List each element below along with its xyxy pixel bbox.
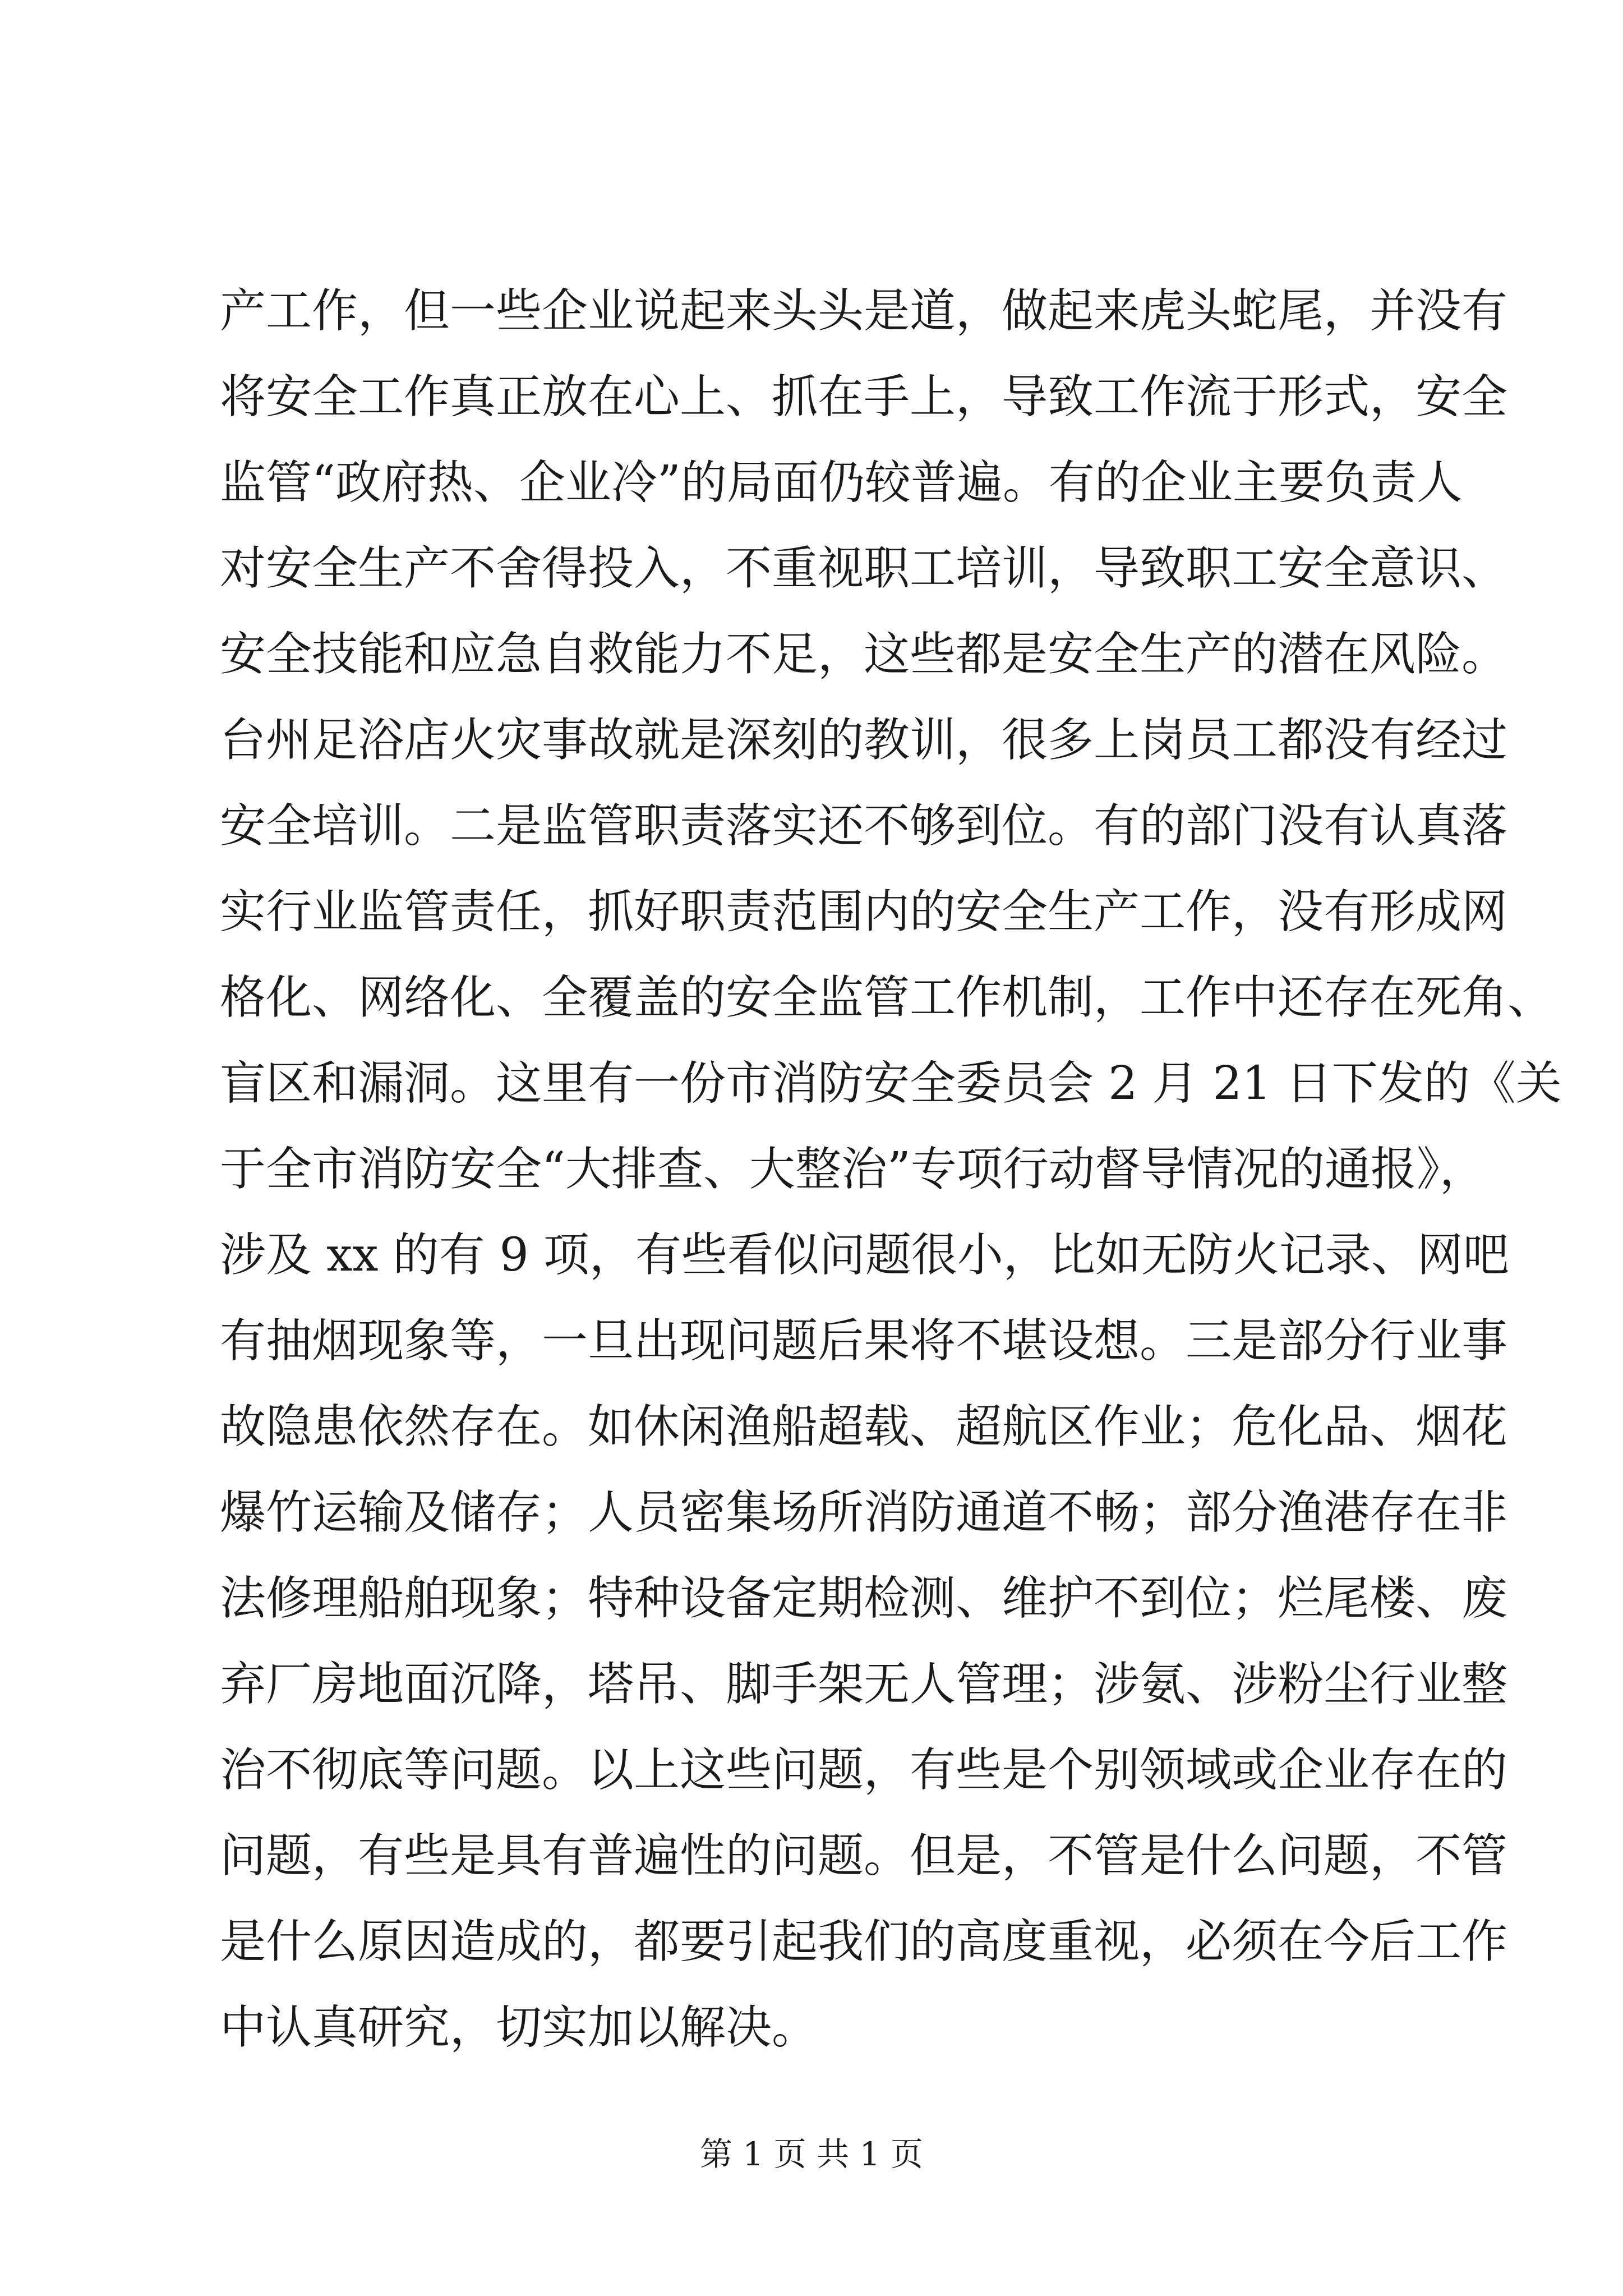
text-line: 监管“政府热、企业冷”的局面仍较普遍。有的企业主要负责人 <box>220 456 1463 509</box>
page-footer <box>0 2132 1623 2177</box>
text-line: 安全技能和应急自救能力不足，这些都是安全生产的潜在风险。 <box>220 628 1508 681</box>
text-line: 盲区和漏洞。这里有一份市消防安全委员会 2 月 21 日下发的《关 <box>220 1057 1562 1110</box>
text-line: 法修理船舶现象；特种设备定期检测、维护不到位；烂尾楼、废 <box>220 1572 1508 1625</box>
text-line: 实行业监管责任，抓好职责范围内的安全生产工作，没有形成网 <box>220 885 1508 938</box>
text-line: 格化、网络化、全覆盖的安全监管工作机制，工作中还存在死角、 <box>220 971 1554 1024</box>
text-line: 爆竹运输及储存；人员密集场所消防通道不畅；部分渔港存在非 <box>220 1486 1508 1539</box>
text-line: 将安全工作真正放在心上、抓在手上，导致工作流于形式，安全 <box>220 370 1508 424</box>
text-line: 故隐患依然存在。如休闲渔船超载、超航区作业；危化品、烟花 <box>220 1400 1508 1453</box>
text-line: 是什么原因造成的，都要引起我们的高度重视，必须在今后工作 <box>220 1915 1508 1968</box>
text-line: 弃厂房地面沉降，塔吊、脚手架无人管理；涉氨、涉粉尘行业整 <box>220 1658 1508 1711</box>
page-number-label: 第 1 页 共 1 页 <box>700 2135 923 2173</box>
text-line: 问题，有些是具有普遍性的问题。但是，不管是什么问题，不管 <box>220 1829 1508 1883</box>
text-line: 产工作，但一些企业说起来头头是道，做起来虎头蛇尾，并没有 <box>220 284 1508 338</box>
text-line: 治不彻底等问题。以上这些问题，有些是个别领域或企业存在的 <box>220 1743 1508 1797</box>
text-line: 于全市消防安全“大排查、大整治”专项行动督导情况的通报》， <box>220 1143 1486 1196</box>
text-line: 安全培训。二是监管职责落实还不够到位。有的部门没有认真落 <box>220 799 1508 853</box>
text-line: 台州足浴店火灾事故就是深刻的教训，很多上岗员工都没有经过 <box>220 714 1508 767</box>
text-line-last: 中认真研究，切实加以解决。 <box>220 2001 818 2054</box>
text-line: 涉及 xx 的有 9 项，有些看似问题很小，比如无防火记录、网吧 <box>220 1228 1509 1282</box>
text-line: 对安全生产不舍得投入，不重视职工培训，导致职工安全意识、 <box>220 542 1508 595</box>
text-line: 有抽烟现象等，一旦出现问题后果将不堪设想。三是部分行业事 <box>220 1314 1508 1368</box>
